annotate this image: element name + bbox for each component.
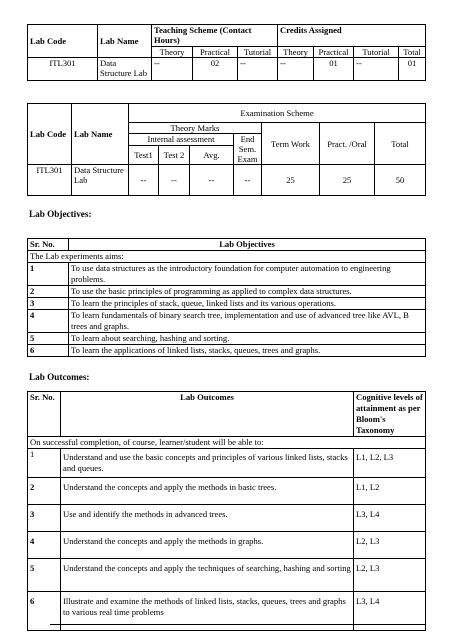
outcome-number: 4 (28, 532, 61, 559)
lab-outcomes-heading: Lab Outcomes: (29, 372, 90, 382)
value-cell: 01 (314, 58, 354, 81)
table-row (28, 478, 426, 505)
cognitive-level: L2, L3 (354, 559, 426, 592)
sub-header: Theory (152, 46, 193, 57)
outcome-number: 2 (28, 478, 61, 505)
outcomes-intro: On successful completion, of course, learner/student will be able to: (28, 437, 426, 449)
sub-header: Tutorial (354, 46, 399, 57)
cognitive-level: L1, L2 (354, 478, 426, 505)
cognitive-levels-header: Cognitive levels of attainment as per Bloom's Taxonomy (354, 392, 426, 437)
outcome-number: 5 (28, 559, 61, 592)
outcome-text: Illustrate and examine the methods of linked lists, stacks, queues, trees and graphs to various real time problems (61, 592, 354, 631)
outcome-text: Understand the concepts and apply the methods in graphs. (61, 532, 354, 559)
lab-name-cell: Data Structure Lab (72, 165, 129, 196)
outcome-text: Use and identify the methods in advanced trees. (61, 505, 354, 532)
objective-text: To learn about searching, hashing and sorting. (69, 333, 426, 345)
table-row (28, 345, 426, 357)
lab-outcomes-table (27, 391, 426, 631)
outcome-number: 1 (28, 449, 61, 478)
cognitive-level: L3, L4 (354, 505, 426, 532)
term-work-header: Term Work (262, 123, 320, 165)
examination-scheme-header: Examination Scheme (129, 104, 426, 123)
table-row (28, 333, 426, 345)
value-cell: 01 (399, 58, 426, 81)
table-row (28, 559, 426, 592)
objective-number: 4 (28, 310, 69, 333)
footer-divider (50, 624, 425, 625)
cognitive-level: L2, L3 (354, 532, 426, 559)
objective-number: 6 (28, 345, 69, 357)
value-cell: -- (159, 165, 190, 196)
lab-objectives-heading: Lab Objectives: (29, 209, 92, 219)
lab-code-cell: ITL301 (28, 165, 72, 196)
table-row (28, 449, 426, 478)
lab-name-cell: Data Structure Lab (98, 58, 152, 81)
objective-text: To use data structures as the introductory foundation for computer automation to engineering problems. (69, 263, 426, 286)
lab-code-header: Lab Code (28, 104, 72, 165)
table-row (28, 505, 426, 532)
lab-outcomes-header: Lab Outcomes (61, 392, 354, 437)
value-cell: -- (152, 58, 193, 81)
objectives-intro: The Lab experiments aims: (28, 251, 426, 263)
test1-header: Test1 (129, 146, 159, 165)
lab-code-header: Lab Code (28, 25, 98, 58)
outcome-text: Understand and use the basic concepts and principles of various linked lists, stacks and queues. (61, 449, 354, 478)
value-cell: 50 (375, 165, 426, 196)
teaching-scheme-header: Teaching Scheme (Contact Hours) (152, 25, 278, 47)
internal-assessment-header: Internal assessment (129, 134, 234, 146)
cognitive-level: L1, L2, L3 (354, 449, 426, 478)
pract-oral-header: Pract. /Oral (320, 123, 375, 165)
theory-marks-header: Theory Marks (129, 123, 262, 134)
table-row (28, 263, 426, 286)
value-cell: 25 (262, 165, 320, 196)
sr-no-header: Sr. No. (28, 392, 61, 437)
objective-text: To learn the principles of stack, queue, linked lists and its various operations. (69, 298, 426, 310)
outcome-text: Understand the concepts and apply the methods in basic trees. (61, 478, 354, 505)
outcome-text: Understand the concepts and apply the techniques of searching, hashing and sorting (61, 559, 354, 592)
table-row (28, 532, 426, 559)
sub-header: Tutorial (238, 46, 278, 57)
lab-name-header: Lab Name (98, 25, 152, 58)
sr-no-header: Sr. No. (28, 239, 69, 251)
cognitive-level: L3, L4 (354, 592, 426, 631)
value-cell: 02 (193, 58, 238, 81)
outcome-number: 6 (28, 592, 61, 631)
value-cell: 25 (320, 165, 375, 196)
objective-text: To use the basic principles of programming as applied to complex data structures. (69, 286, 426, 298)
objective-text: To learn fundamentals of binary search tree, implementation and use of advanced tree like AVL, B trees and graphs. (69, 310, 426, 333)
teaching-scheme-table (27, 24, 426, 81)
objective-number: 5 (28, 333, 69, 345)
sub-header: Practical (314, 46, 354, 57)
total-header: Total (375, 123, 426, 165)
end-sem-header: End Sem. Exam (234, 134, 262, 165)
lab-objectives-table (27, 238, 426, 357)
sub-header: Theory (278, 46, 314, 57)
table-row (28, 310, 426, 333)
value-cell: -- (234, 165, 262, 196)
objective-number: 2 (28, 286, 69, 298)
lab-objectives-header: Lab Objectives (69, 239, 426, 251)
sub-header: Practical (193, 46, 238, 57)
value-cell: -- (354, 58, 399, 81)
value-cell: -- (278, 58, 314, 81)
value-cell: -- (190, 165, 234, 196)
objective-number: 3 (28, 298, 69, 310)
outcome-number: 3 (28, 505, 61, 532)
credits-assigned-header: Credits Assigned (278, 25, 426, 47)
table-row (28, 298, 426, 310)
objective-number: 1 (28, 263, 69, 286)
sub-header: Total (399, 46, 426, 57)
lab-code-cell: ITL301 (28, 58, 98, 81)
test2-header: Test 2 (159, 146, 190, 165)
objective-text: To learn the applications of linked lists, stacks, queues, trees and graphs. (69, 345, 426, 357)
value-cell: -- (129, 165, 159, 196)
lab-name-header: Lab Name (72, 104, 129, 165)
examination-scheme-table (27, 103, 426, 196)
value-cell: -- (238, 58, 278, 81)
avg-header: Avg. (190, 146, 234, 165)
table-row (28, 286, 426, 298)
